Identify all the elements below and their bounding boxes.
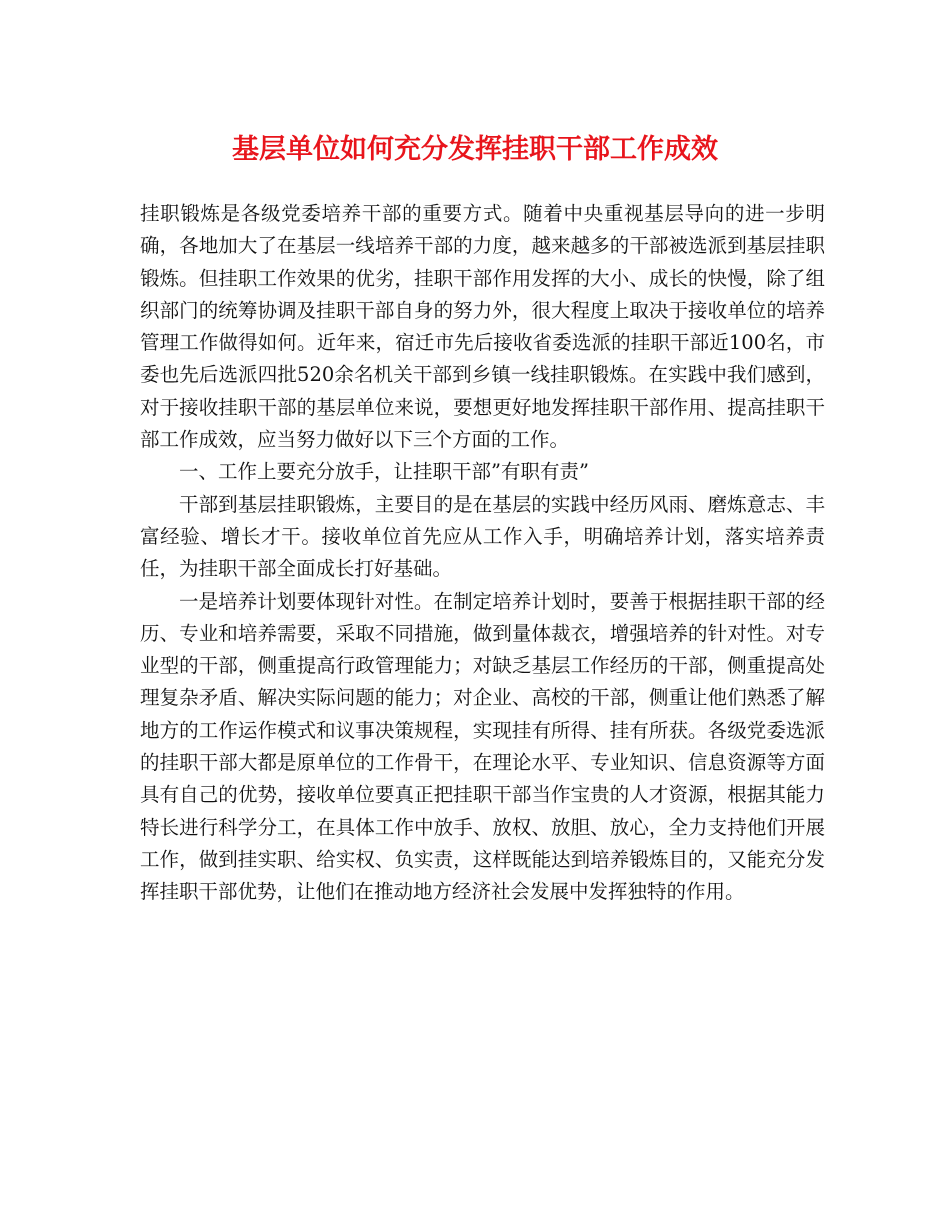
paragraph-intro: 挂职锻炼是各级党委培养干部的重要方式。随着中央重视基层导向的进一步明确，各地加大了在基层一线培养干部的力度，越来越多的干部被选派到基层挂职锻炼。但挂职工作效果的优劣，挂职干部作用发挥的大小、成长的快慢，除了组织部门的统筹协调及挂职干部自身的努力外，很大程度上取决于接收单位的培养管理工作做得如何。近年来，宿迁市先后接收省委选派的挂职干部近100名，市委也先后选派四批520余名机关干部到乡镇一线挂职锻炼。在实践中我们感到，对于接收挂职干部的基层单位来说，要想更好地发挥挂职干部作用、提高挂职干部工作成效，应当努力做好以下三个方面的工作。: [140, 202, 825, 452]
document-body: [140, 198, 825, 909]
section-heading-1: 一、工作上要充分放手，让挂职干部”有职有责”: [179, 460, 589, 484]
paragraph-section-1-intro: 干部到基层挂职锻炼，主要目的是在基层的实践中经历风雨、磨炼意志、丰富经验、增长才干。接收单位首先应从工作入手，明确培养计划，落实培养责任，为挂职干部全面成长打好基础。: [140, 492, 825, 581]
document-title: 基层单位如何充分发挥挂职干部工作成效: [232, 134, 718, 165]
paragraph-point-1: 一是培养计划要体现针对性。在制定培养计划时，要善于根据挂职干部的经历、专业和培养需要，采取不同措施，做到量体裁衣，增强培养的针对性。对专业型的干部，侧重提高行政管理能力；对缺乏基层工作经历的干部，侧重提高处理复杂矛盾、解决实际问题的能力；对企业、高校的干部，侧重让他们熟悉了解地方的工作运作模式和议事决策规程，实现挂有所得、挂有所获。各级党委选派的挂职干部大都是原单位的工作骨干，在理论水平、专业知识、信息资源等方面具有自己的优势，接收单位要真正把挂职干部当作宝贵的人才资源，根据其能力特长进行科学分工，在具体工作中放手、放权、放胆、放心，全力支持他们开展工作，做到挂实职、给实权、负实责，这样既能达到培养锻炼目的，又能充分发挥挂职干部优势，让他们在推动地方经济社会发展中发挥独特的作用。: [140, 589, 825, 904]
